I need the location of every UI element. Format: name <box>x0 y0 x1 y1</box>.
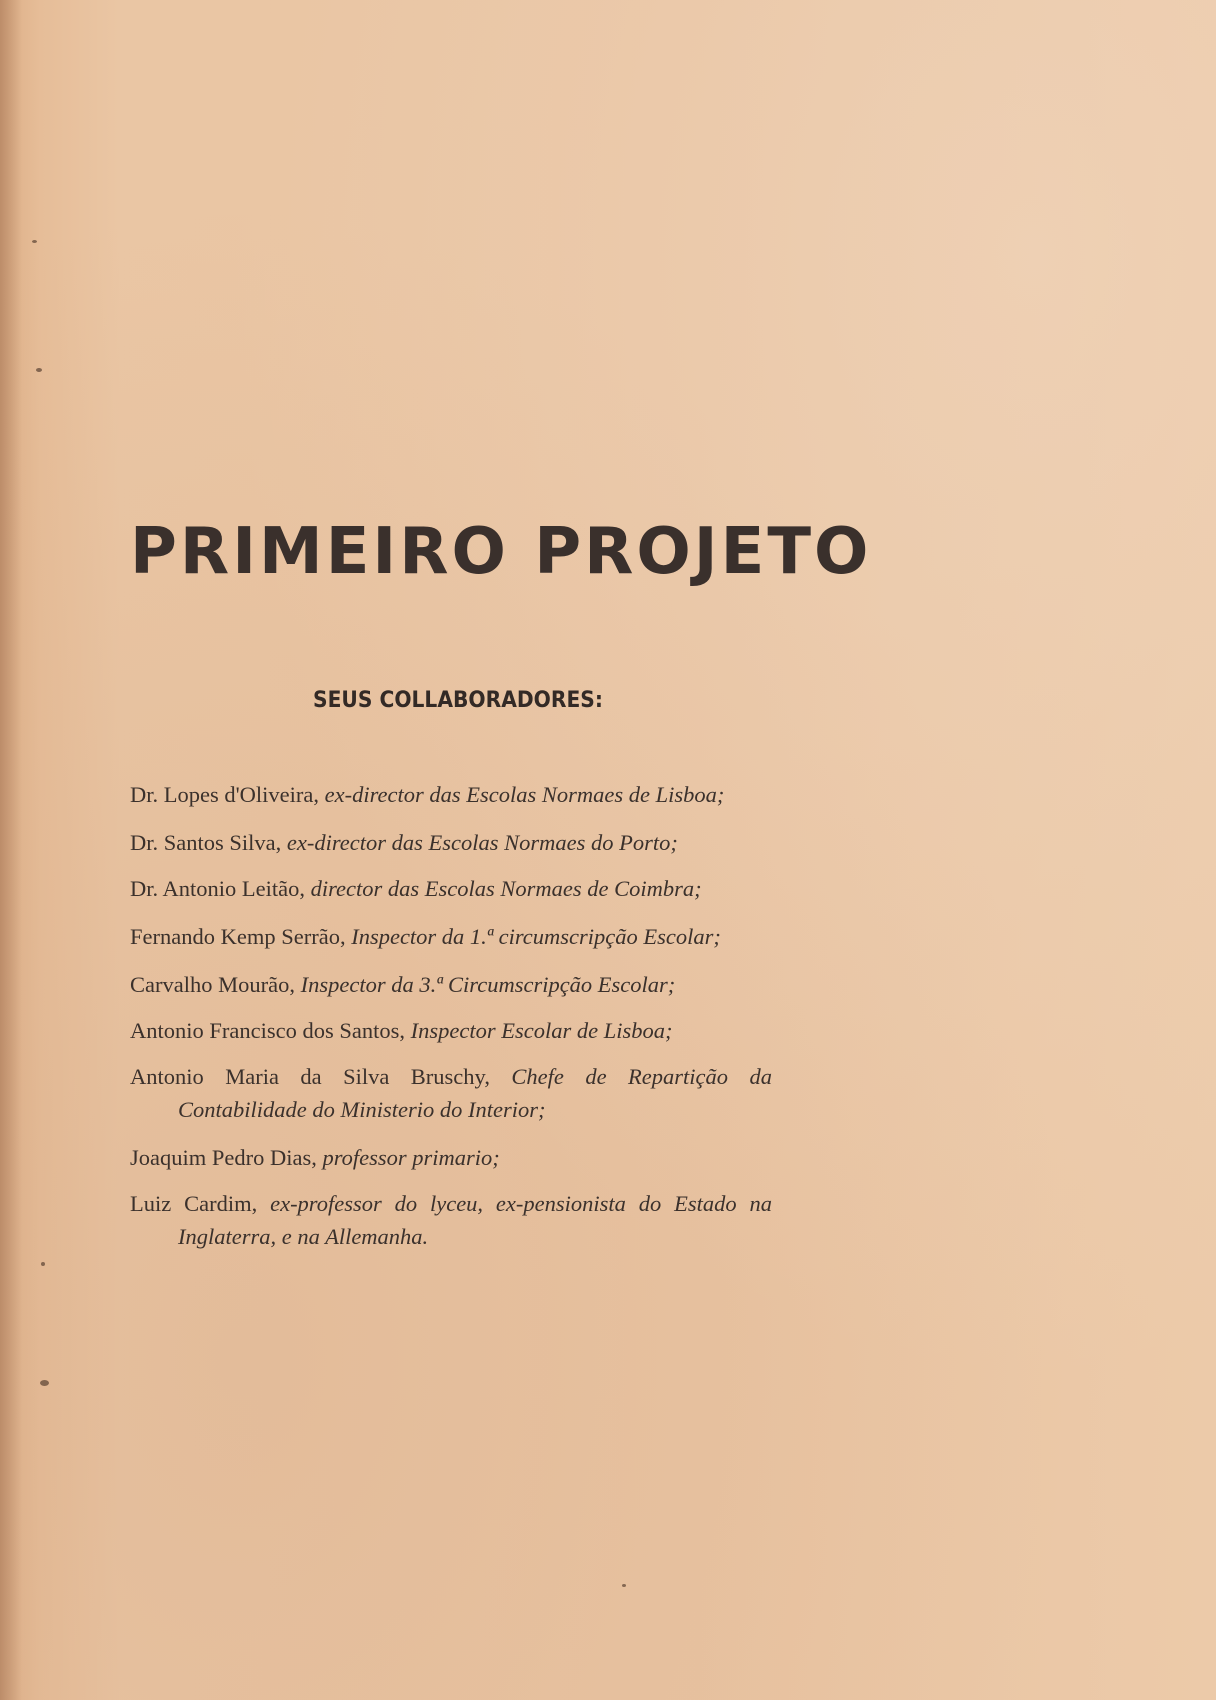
paper-speck <box>622 1584 626 1587</box>
collaborator-name: Antonio Francisco dos Santos, <box>130 1018 411 1043</box>
list-item <box>130 1187 772 1253</box>
list-item <box>130 1060 772 1126</box>
collaborator-name: Carvalho Mourão, <box>130 972 301 997</box>
collaborator-role: ex-director das Escolas Normaes do Porto; <box>286 830 678 855</box>
paper-speck <box>41 1262 45 1266</box>
collaborator-role: Inspector da 3.ª Circumscripção Escolar; <box>300 972 676 997</box>
paper-speck <box>36 368 42 372</box>
paper-speck <box>32 240 37 243</box>
page-edge-shadow <box>0 0 22 1700</box>
list-item <box>130 826 772 859</box>
collaborator-role: director das Escolas Normaes de Coimbra; <box>310 876 702 901</box>
collaborator-name: Luiz Cardim, <box>130 1191 271 1216</box>
page-title: PRIMEIRO PROJETO <box>130 515 872 589</box>
section-heading: SEUS COLLABORADORES: <box>313 688 603 713</box>
list-item <box>130 920 772 953</box>
collaborator-name: Fernando Kemp Serrão, <box>130 924 352 949</box>
collaborator-role: ex-director das Escolas Normaes de Lisboa; <box>324 782 725 807</box>
collaborator-role: ex-professor do lyceu, ex-pensionista do Estado na Inglaterra, e na Allemanha. <box>178 1191 772 1249</box>
list-item <box>130 1141 772 1174</box>
paper-speck <box>40 1380 49 1386</box>
collaborator-name: Dr. Santos Silva, <box>130 830 287 855</box>
collaborator-name: Antonio Maria da Silva Bruschy, <box>130 1064 512 1089</box>
list-item <box>130 968 772 1001</box>
list-item <box>130 778 772 811</box>
collaborator-name: Joaquim Pedro Dias, <box>130 1145 323 1170</box>
list-item <box>130 1014 772 1047</box>
collaborator-role: Chefe de Repartição da Contabilidade do Ministerio do Interior; <box>178 1064 772 1122</box>
collaborator-name: Dr. Lopes d'Oliveira, <box>130 782 325 807</box>
collaborator-name: Dr. Antonio Leitão, <box>130 876 311 901</box>
collaborator-role: Inspector da 1.ª circumscripção Escolar; <box>351 924 721 949</box>
collaborator-role: Inspector Escolar de Lisboa; <box>410 1018 673 1043</box>
collaborator-role: professor primario; <box>322 1145 500 1170</box>
list-item <box>130 872 772 905</box>
collaborators-list <box>130 778 772 1268</box>
